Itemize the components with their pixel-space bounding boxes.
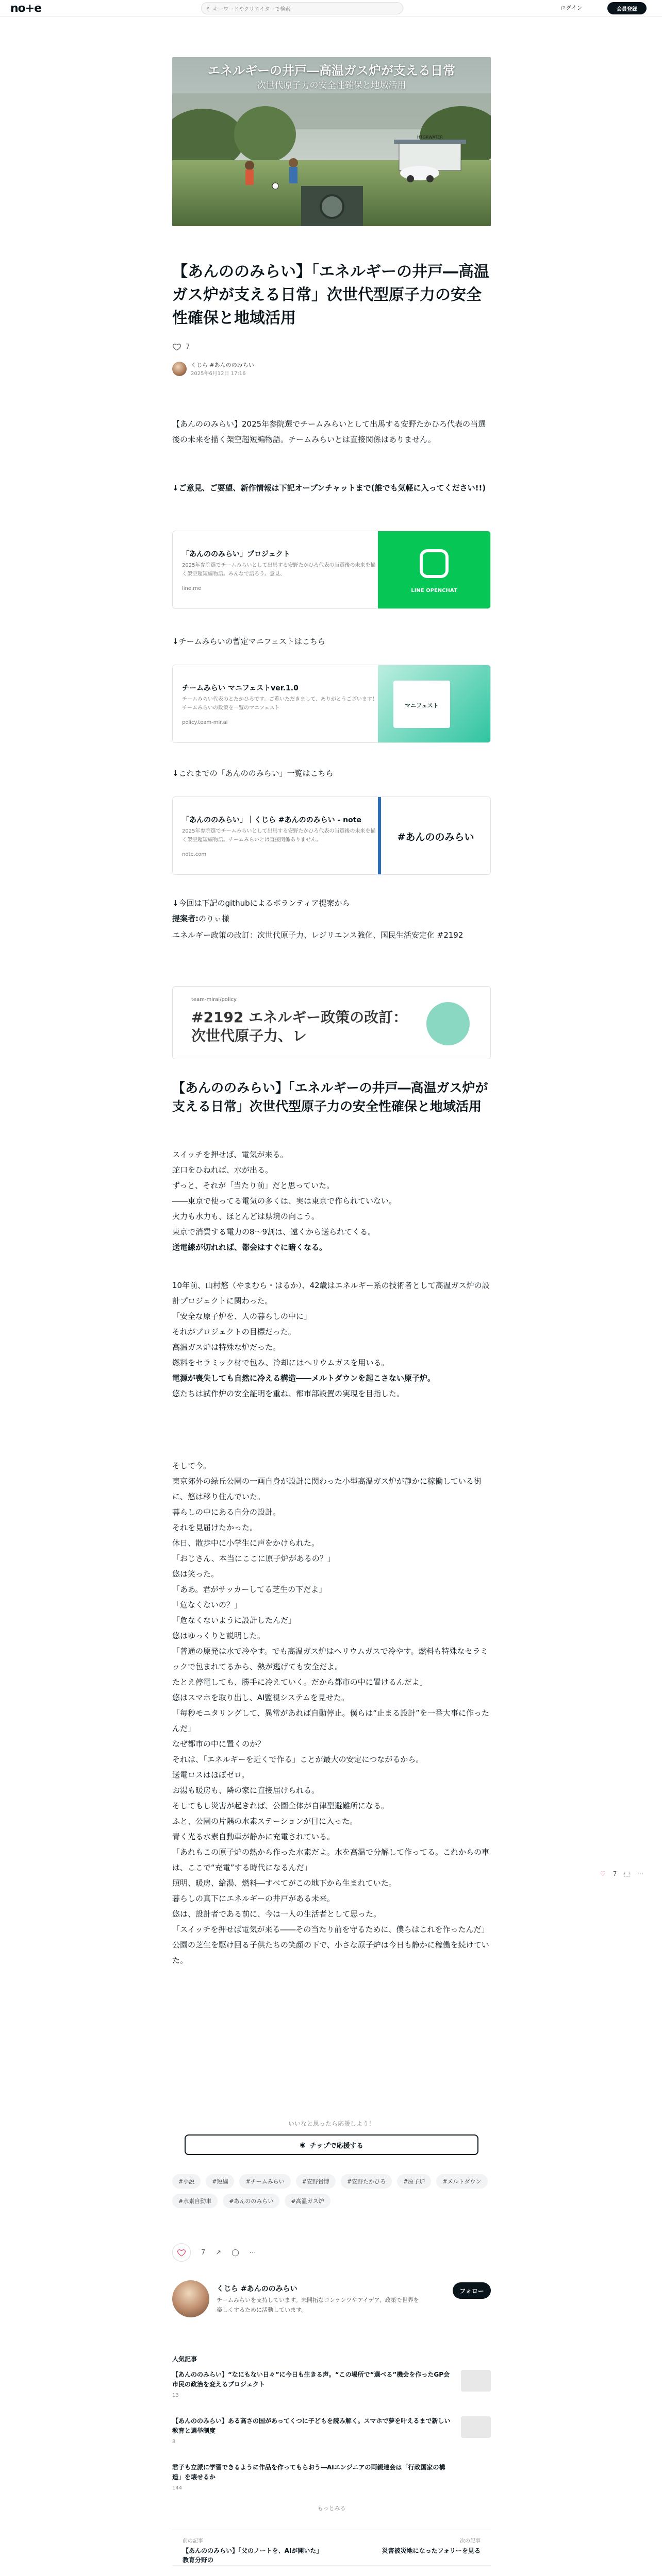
- story-line: なぜ都市の中に置くのか？: [172, 1739, 266, 1749]
- share-icon[interactable]: ↗: [216, 2248, 222, 2257]
- tip-button-label: チップで応援する: [309, 2142, 363, 2150]
- tag[interactable]: #短編: [206, 2174, 234, 2189]
- tag-list: [172, 2174, 491, 2208]
- story-line: 暮らしの真下にエネルギーの井戸がある未来。: [172, 1894, 335, 1903]
- card-title: チームみらい マニフェストver.1.0: [182, 684, 299, 692]
- story-line: お湯も暖房も、隣の家に直接届けられる。: [172, 1786, 320, 1795]
- story-line: 「あれもこの原子炉の熱から作った水素だよ。水を高温で分解して作ってる。これからの車は、ここで“充電”する時代になるんだ」: [172, 1848, 490, 1872]
- story-line: 東京で消費する電力の8〜9割は、遠くから送られてくる。: [172, 1227, 376, 1236]
- card-thumbnail: [378, 665, 490, 743]
- popular-title: 【あんののみらい】“なにもない日々”に今日も生きる声。“この場所で“選べる”機会を作ったGP会市民の政治を変えるプロジェクト: [172, 2371, 450, 2388]
- card-domain: note.com: [182, 852, 207, 857]
- action-bar: [172, 2243, 256, 2262]
- popular-title: 君子も立派に学習できるように作品を作ってもらおう―AIエンジニアの両親連会は「行政国家の構造」を壊せるか: [172, 2464, 445, 2481]
- story-line: たとえ停電しても、勝手に冷えていく。だから都市の中に置けるんだよ」: [172, 1677, 427, 1687]
- like-row: [172, 342, 190, 351]
- manifesto-lead: ↓チームみらいの暫定マニフェストはこちら: [172, 637, 325, 646]
- note-logo[interactable]: no+e: [10, 2, 42, 15]
- side-actions: [600, 1870, 643, 1877]
- story-line: 「ああ。君がサッカーしてる芝生の下だよ」: [172, 1585, 327, 1594]
- side-share-icon[interactable]: ⬚: [624, 1870, 630, 1877]
- proposer-line: [172, 911, 491, 926]
- tag[interactable]: #チームみらい: [239, 2174, 290, 2189]
- card-domain: line.me: [182, 586, 202, 591]
- link-card-github[interactable]: [172, 986, 491, 1059]
- story-line: 公園の芝生を駆け回る子供たちの笑顔の下で、小さな原子炉は今日も静かに稼働を続けていた。: [172, 1940, 489, 1965]
- action-like-count: 7: [201, 2248, 206, 2257]
- card-desc: 2025年参院選でチームみらいとして出馬する安野たかひろ代表の当選後の未来を描く架空超短編物語。みんなで語ろう。意見、: [182, 563, 376, 577]
- popular-thumb: [461, 2370, 491, 2392]
- search-placeholder: キーワードやクリエイターで検索: [213, 6, 290, 12]
- heart-icon: [177, 2248, 186, 2257]
- creator-avatar[interactable]: [172, 2280, 209, 2317]
- story-line: 休日、散歩中に小学生に声をかけられた。: [172, 1538, 320, 1548]
- story-line: スイッチを押せば、電気が来る。: [172, 1150, 288, 1159]
- tag[interactable]: #水素自動車: [172, 2194, 218, 2208]
- popular-item[interactable]: [172, 2416, 491, 2445]
- story-line: 東京郊外の緑丘公園の一画自身が設計に関わった小型高温ガス炉が静かに稼働している街に、悠は移り住んでいた。: [172, 1477, 482, 1501]
- article-title: 【あんののみらい】「エネルギーの井戸―高温ガス炉が支える日常」次世代型原子力の安全性確保と地域活用: [172, 263, 489, 327]
- follow-button[interactable]: フォロー: [453, 2282, 491, 2299]
- hashtag-thumb: [381, 797, 490, 875]
- issue-title: #2192 エネルギー政策の改訂：次世代原子力、レ: [191, 1009, 408, 1045]
- card-title: 「あんののみらい」プロジェクト: [182, 550, 290, 558]
- github-lead: ↓今回は下記のgithubによるボランティア提案から: [172, 899, 350, 908]
- story-line: 照明、暖房、給湯、燃料―すべてがこの地下から生まれていた。: [172, 1878, 396, 1888]
- card-thumb-text: LINE OPENCHAT: [411, 588, 457, 594]
- popular-item[interactable]: [172, 2463, 491, 2491]
- search-bar[interactable]: [201, 2, 403, 14]
- story-line: 「毎秒モニタリングして、異常があれば自動停止。僕らは“止まる設計”を一番大事に作ったんだ」: [172, 1708, 489, 1733]
- story-line: ずっと、それが「当たり前」だと思っていた。: [172, 1181, 335, 1190]
- comment-icon[interactable]: ◯: [231, 2248, 239, 2257]
- card-thumbnail: [378, 797, 490, 875]
- link-card-manifesto[interactable]: [172, 665, 491, 743]
- site-header: [0, 0, 662, 16]
- card-title: 「あんののみらい」｜くじら #あんののみらい - note: [182, 816, 361, 824]
- link-card-note-list[interactable]: [172, 796, 491, 875]
- like-button[interactable]: [172, 2243, 191, 2262]
- popular-heading: 人気記事: [172, 2355, 197, 2363]
- signup-button[interactable]: 会員登録: [607, 2, 647, 14]
- story-line: 「おじさん、本当にここに原子炉があるの？」: [172, 1554, 335, 1563]
- story-line: 「安全な原子炉を、人の暮らしの中に」: [172, 1312, 312, 1321]
- story-line: 「危なくないように設計したんだ」: [172, 1616, 296, 1625]
- popular-thumb: [461, 2416, 491, 2438]
- tag[interactable]: #メルトダウン: [436, 2174, 487, 2189]
- card-thumbnail: [378, 531, 490, 609]
- story-line: 「普通の原発は水で冷やす。でも高温ガス炉はヘリウムガスで冷やす。燃料も特殊なセラミックで包まれてるから、熱が逃げても安全だよ。: [172, 1647, 488, 1671]
- author-row[interactable]: [172, 361, 254, 377]
- prev-article[interactable]: [183, 2536, 322, 2565]
- popular-item[interactable]: [172, 2370, 491, 2398]
- popular-meta: 144: [172, 2485, 183, 2492]
- popular-title: 【あんののみらい】ある高さの国があってくつに子どもを読み解く。スマホで夢を叶えるまで新しい教育と選挙制度: [172, 2417, 451, 2435]
- proposer-label: 提案者:: [172, 914, 198, 923]
- creator-profile: [172, 2280, 491, 2337]
- card-domain: policy.team-mir.ai: [182, 720, 228, 725]
- next-article[interactable]: [341, 2536, 481, 2555]
- story-line: それは、「エネルギーを近くで作る」ことが最大の安定につながるから。: [172, 1755, 424, 1764]
- heart-icon[interactable]: [172, 342, 181, 351]
- card-desc: 2025年参院選でチームみらいとして出馬する安野たかひろ代表の当選後の未来を描く架空超短編物語。チームみらいとは直接関係ありません。: [182, 828, 376, 843]
- tag[interactable]: #あんののみらい: [223, 2194, 279, 2208]
- story-line: ――東京で使ってる電気の多くは、実は東京で作られていない。: [172, 1196, 397, 1206]
- story-line: 蛇口をひねれば、水が出る。: [172, 1165, 273, 1175]
- story-line: 高温ガス炉は特殊な炉だった。: [172, 1343, 281, 1352]
- creator-name[interactable]: くじら #あんののみらい: [217, 2285, 297, 2293]
- tip-button[interactable]: [185, 2134, 478, 2155]
- story-line: 火力も水力も、ほとんどは県境の向こう。: [172, 1212, 320, 1221]
- story-para-3: [172, 1458, 491, 1968]
- repo-name: team-mirai/policy: [191, 997, 237, 1003]
- side-like-count: 7: [613, 1870, 617, 1877]
- story-line: 悠はゆっくりと説明した。: [172, 1631, 265, 1640]
- policy-line: エネルギー政策の改訂：次世代原子力、レジリエンス強化、国民生活安定化 #2192: [172, 930, 464, 940]
- link-card-openchat[interactable]: [172, 531, 491, 609]
- story-line: ふと、公園の片隅の水素ステーションが目に入った。: [172, 1817, 358, 1826]
- story-para-2: [172, 1278, 491, 1401]
- story-line: それを見届けたかった。: [172, 1523, 258, 1532]
- story-line: 悠はスマホを取り出し、AI監視システムを見せた。: [172, 1693, 349, 1702]
- story-line: そして今。: [172, 1461, 211, 1470]
- notice-paragraph: ↓ご意見、ご要望、新作情報は下記オープンチャットまで(誰でも気軽に入ってください!!): [172, 483, 486, 493]
- story-line: そしてもし災害が起きれば、公園全体が自律型避難所になる。: [172, 1801, 389, 1810]
- story-line: 燃料をセラミック材で包み、冷却にはヘリウムガスを用いる。: [172, 1358, 389, 1367]
- hero-sign: HTGRWATER: [417, 135, 443, 140]
- line-openchat-icon: [378, 531, 490, 609]
- next-title: 災害被災地になったフォリーを見る: [382, 2547, 481, 2554]
- story-line: 送電線が切れれば、都会はすぐに暗くなる。: [172, 1243, 327, 1252]
- tag[interactable]: #原子炉: [397, 2174, 431, 2189]
- search-icon: ⌕: [207, 5, 210, 11]
- like-count: 7: [186, 343, 190, 351]
- story-line: 暮らしの中にある自分の設計。: [172, 1507, 281, 1517]
- next-label: 次の記事: [460, 2538, 481, 2544]
- card-desc: チームみらい代表のとたかひろです。ご覧いただきまして、ありがとうございます！チームみらいの政策を一覧のマニフェスト: [182, 697, 377, 711]
- more-icon[interactable]: ⋯: [249, 2248, 256, 2257]
- story-line: 「スイッチを押せば電気が来る――その当たり前を守るために、僕らはこれを作ったんだ」: [172, 1925, 489, 1934]
- tag[interactable]: #安野たかひろ: [341, 2174, 392, 2189]
- intro-paragraph: 【あんののみらい】2025年参院選でチームみらいとして出馬する安野たかひろ代表の当選後の未来を描く架空超短編物語。チームみらいとは直接関係はありません。: [172, 419, 486, 444]
- support-label: いいなと思ったら応援しよう！: [288, 2120, 375, 2127]
- card-thumb-text: #あんののみらい: [397, 832, 474, 843]
- prev-label: 前の記事: [183, 2538, 203, 2544]
- story-line: 送電ロスはほぼゼロ。: [172, 1770, 250, 1780]
- proposer-name: のりぃ様: [198, 914, 230, 923]
- creator-desc: チームみらいを支持しています。未開拓なコンテンツやアイデア、政策で世界を楽しくするために活動しています。: [217, 2297, 419, 2313]
- author-name[interactable]: くじら #あんののみらい: [191, 362, 254, 368]
- story-line: 悠は笑った。: [172, 1569, 219, 1579]
- tag[interactable]: #高温ガス炉: [285, 2194, 330, 2208]
- author-avatar[interactable]: [172, 362, 187, 376]
- support-box: [172, 2119, 491, 2160]
- hero-image: [172, 57, 491, 226]
- story-line: 「危なくないの？」: [172, 1600, 242, 1609]
- story-line: それがプロジェクトの目標だった。: [172, 1327, 296, 1336]
- publish-date: 2025年6月12日 17:16: [191, 371, 246, 377]
- side-more-icon[interactable]: ⋯: [637, 1870, 643, 1877]
- popular-meta: 13: [172, 2393, 179, 2399]
- repo-avatar: [426, 1002, 470, 1045]
- hero-subtitle: 次世代原子力の安全性確保と地域活用: [257, 80, 406, 91]
- list-lead: ↓これまでの「あんののみらい」一覧はこちら: [172, 769, 334, 778]
- story-para-1: [172, 1147, 491, 1255]
- side-heart-icon[interactable]: ♡: [600, 1870, 606, 1877]
- popular-meta: 8: [172, 2439, 176, 2445]
- card-thumb-text: マニフェスト: [405, 702, 439, 709]
- see-more-link[interactable]: もっとみる: [317, 2505, 346, 2512]
- hero-title: エネルギーの井戸―高温ガス炉が支える日常: [208, 63, 455, 78]
- story-heading: 【あんののみらい】「エネルギーの井戸―高温ガス炉が支える日常」次世代型原子力の安全性確保と地域活用: [172, 1080, 488, 1114]
- story-line: 悠は、設計者である前に、今は一人の生活者として思った。: [172, 1909, 382, 1919]
- prev-title: 【あんののみらい】「父のノートを、AIが開いた」教育分野の: [183, 2547, 320, 2564]
- story-line: 悠たちは試作炉の安全証明を重ね、都市部設置の実現を目指した。: [172, 1389, 405, 1398]
- manifesto-thumb: [378, 665, 490, 743]
- tag[interactable]: #安野貴博: [296, 2174, 336, 2189]
- login-link[interactable]: ログイン: [560, 5, 583, 11]
- prev-next-nav: [172, 2530, 491, 2566]
- tag[interactable]: #小説: [172, 2174, 201, 2189]
- story-line: 青く光る水素自動車が静かに充電されている。: [172, 1832, 335, 1841]
- story-line: 10年前、山村悠（やまむら・はるか）、42歳はエネルギー系の技術者として高温ガス炉の設計プロジェクトに関わった。: [172, 1281, 490, 1306]
- story-line: 電源が喪失しても自然に冷える構造――メルトダウンを起こさない原子炉。: [172, 1374, 436, 1383]
- tip-icon: ◉: [300, 2141, 306, 2149]
